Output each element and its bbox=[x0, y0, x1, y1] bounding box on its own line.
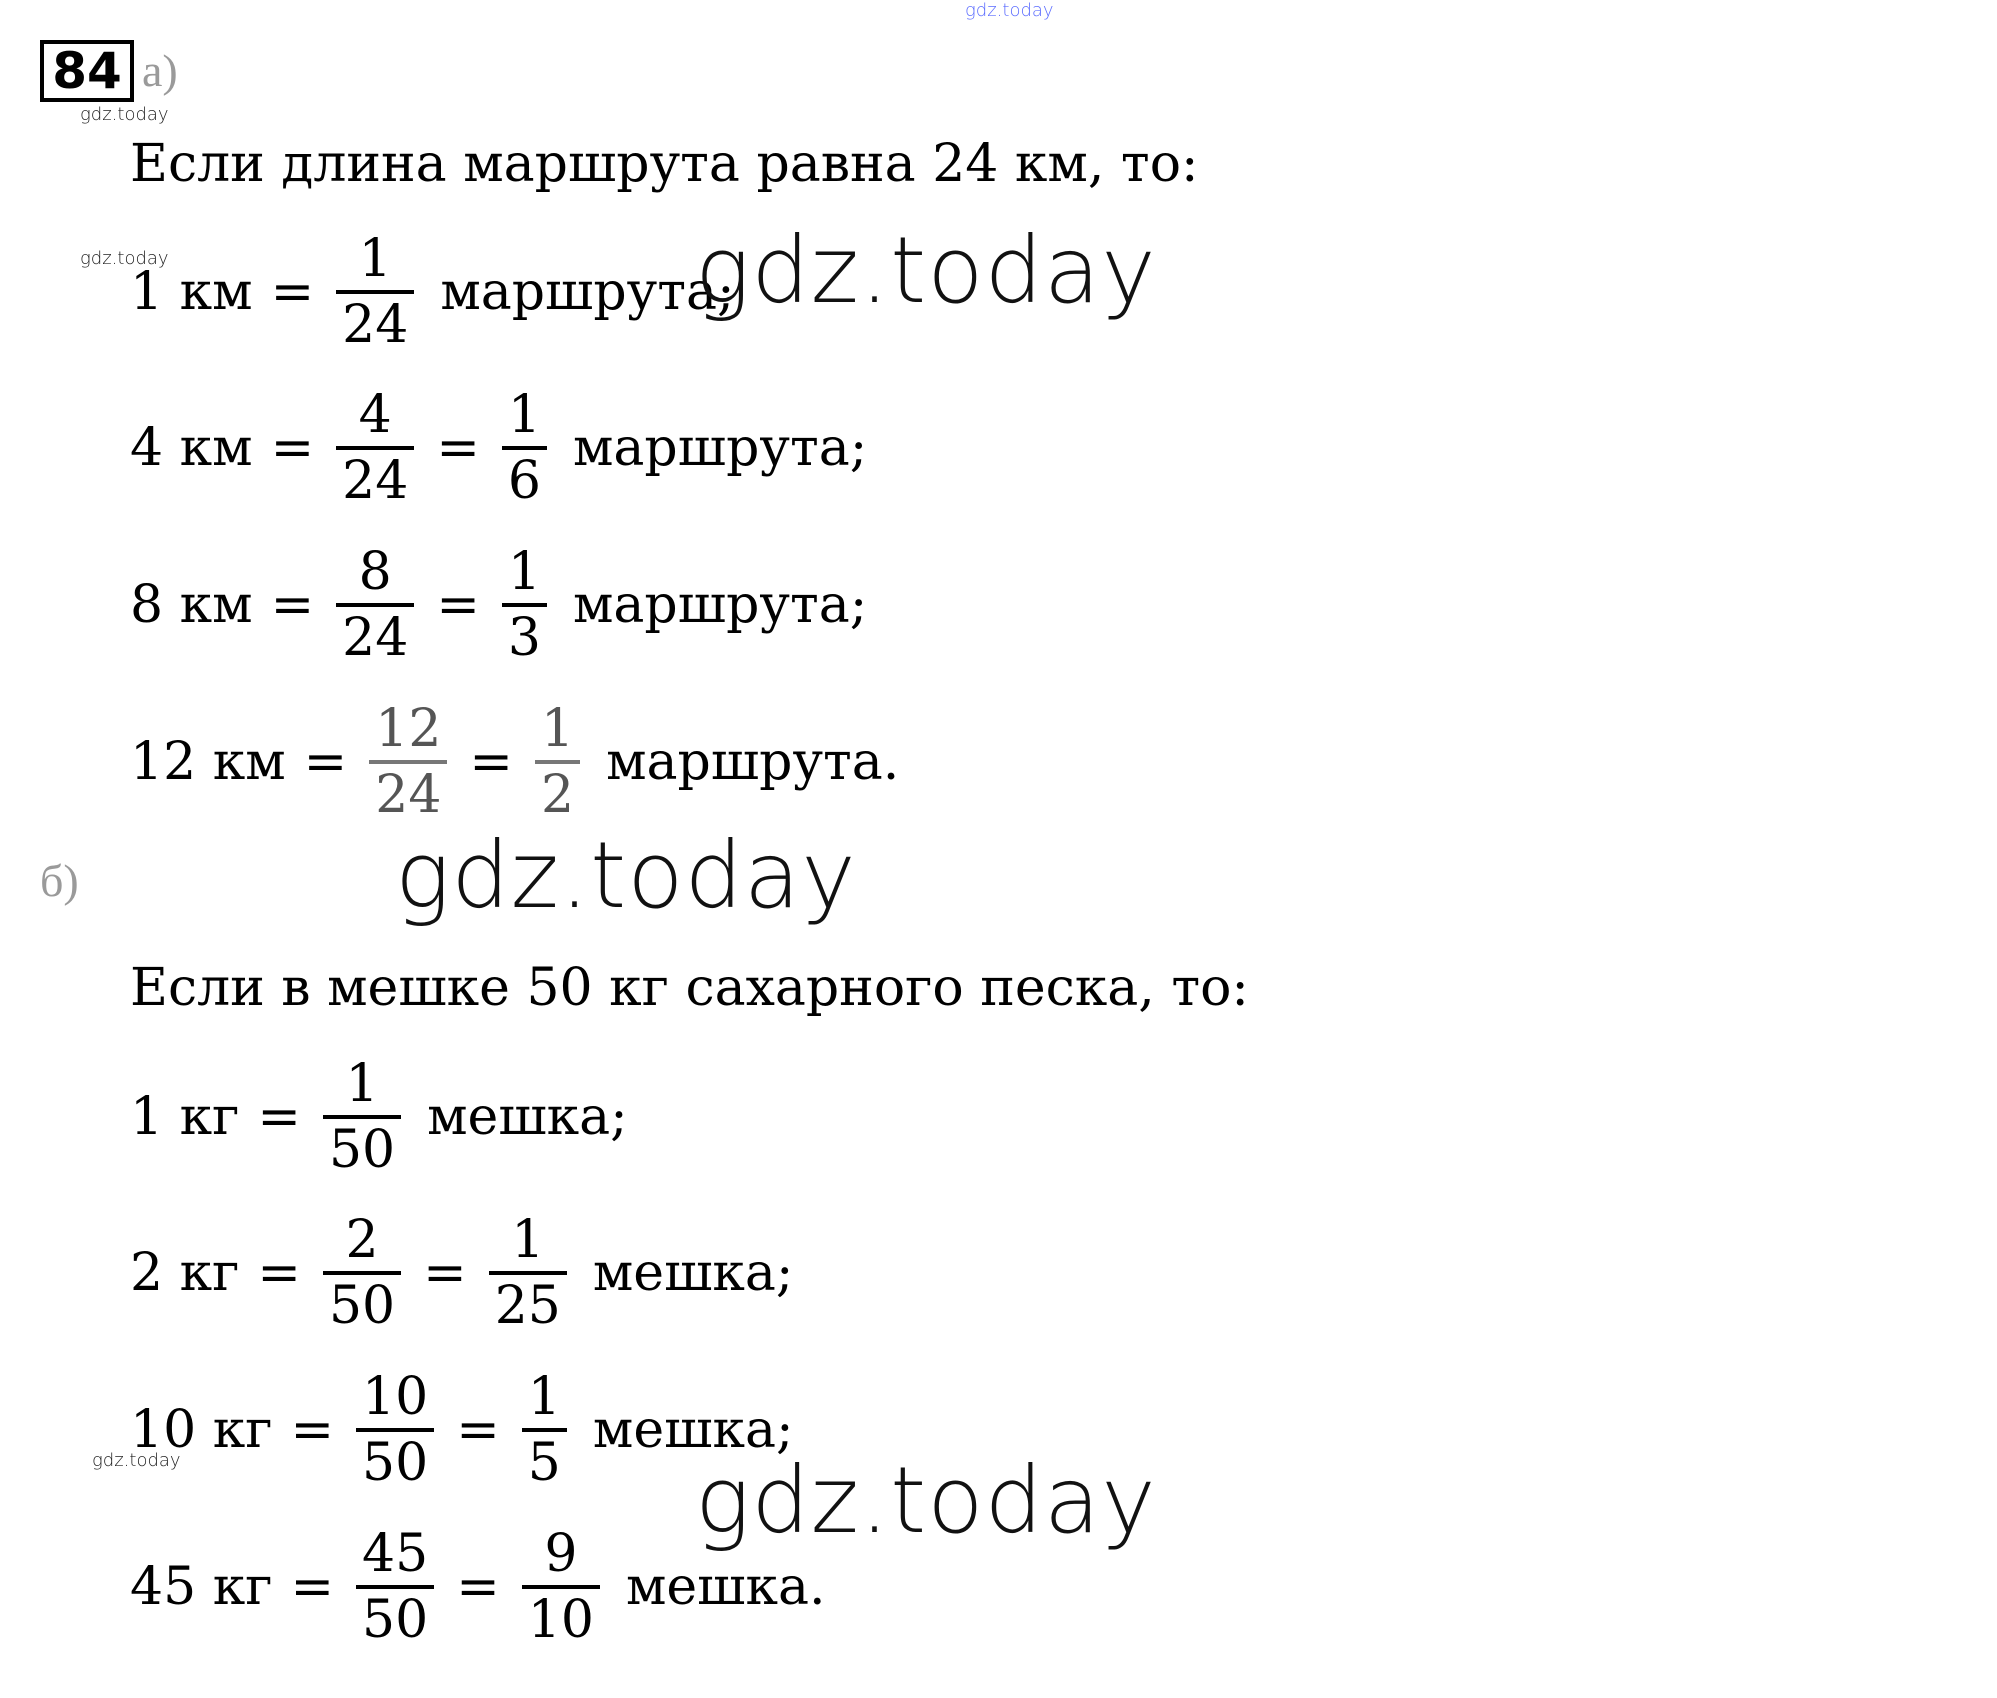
row-lhs: 4 км bbox=[130, 418, 253, 478]
row-unit: маршрута; bbox=[572, 418, 868, 478]
fraction bbox=[336, 228, 414, 356]
row-lhs: 2 кг bbox=[130, 1243, 240, 1303]
denominator: 24 bbox=[342, 295, 409, 355]
part-b-intro: Если в мешке 50 кг сахарного песка, то: bbox=[130, 958, 1249, 1018]
row-lhs: 8 км bbox=[130, 575, 253, 635]
row-unit: маршрута. bbox=[606, 732, 900, 792]
equals-sign: = bbox=[436, 418, 480, 478]
watermark-top: gdz.today bbox=[965, 0, 1054, 21]
fraction bbox=[369, 698, 447, 826]
fraction bbox=[336, 384, 414, 512]
numerator: 12 bbox=[375, 699, 442, 759]
denominator: 2 bbox=[540, 765, 575, 825]
denominator: 5 bbox=[527, 1433, 561, 1493]
part-b-row-4 bbox=[130, 1522, 826, 1652]
fraction-simplified bbox=[522, 1366, 567, 1494]
equals-sign: = bbox=[456, 1400, 500, 1460]
denominator: 50 bbox=[328, 1276, 396, 1336]
part-a-intro: Если длина маршрута равна 24 км, то: bbox=[130, 134, 1199, 194]
numerator: 2 bbox=[345, 1210, 379, 1270]
equals-sign: = bbox=[423, 1243, 467, 1303]
watermark-large-3: gdz.today bbox=[695, 1447, 1157, 1554]
watermark-large-2: gdz.today bbox=[395, 822, 857, 929]
row-lhs: 45 кг bbox=[130, 1557, 273, 1617]
part-a-row-3 bbox=[130, 540, 867, 670]
denominator: 25 bbox=[494, 1276, 561, 1336]
equals-sign: = bbox=[290, 1557, 335, 1617]
equals-sign: = bbox=[257, 1243, 301, 1303]
denominator: 24 bbox=[375, 765, 442, 825]
part-b-row-1 bbox=[130, 1052, 628, 1182]
numerator: 8 bbox=[358, 542, 392, 602]
part-a-row-4 bbox=[130, 697, 899, 827]
fraction bbox=[323, 1209, 401, 1337]
numerator: 45 bbox=[362, 1524, 429, 1584]
numerator: 10 bbox=[362, 1367, 429, 1427]
row-unit: мешка. bbox=[625, 1557, 826, 1617]
watermark-small-3: gdz.today bbox=[92, 1450, 181, 1471]
fraction-simplified bbox=[522, 1523, 600, 1651]
fraction-simplified bbox=[502, 541, 547, 669]
row-lhs: 12 км bbox=[130, 732, 286, 792]
denominator: 50 bbox=[362, 1590, 429, 1650]
denominator: 24 bbox=[342, 608, 409, 668]
equals-sign: = bbox=[290, 1400, 335, 1460]
equals-sign: = bbox=[270, 418, 315, 478]
watermark-large-1: gdz.today bbox=[695, 217, 1157, 324]
denominator: 10 bbox=[527, 1590, 594, 1650]
part-b-row-2 bbox=[130, 1208, 793, 1338]
fraction-simplified bbox=[535, 698, 580, 826]
equals-sign: = bbox=[257, 1087, 301, 1147]
row-lhs: 1 кг bbox=[130, 1087, 240, 1147]
part-a-row-2 bbox=[130, 383, 867, 513]
equals-sign: = bbox=[456, 1557, 500, 1617]
denominator: 50 bbox=[362, 1433, 429, 1493]
numerator: 9 bbox=[544, 1524, 578, 1584]
row-unit: мешка; bbox=[592, 1243, 794, 1303]
row-unit: маршрута; bbox=[572, 575, 868, 635]
denominator: 24 bbox=[342, 451, 409, 511]
numerator: 1 bbox=[511, 1210, 545, 1270]
numerator: 1 bbox=[358, 229, 392, 289]
denominator: 50 bbox=[328, 1120, 396, 1180]
equals-sign: = bbox=[270, 575, 315, 635]
fraction-simplified bbox=[489, 1209, 567, 1337]
part-b-label: б) bbox=[40, 855, 79, 906]
fraction bbox=[336, 541, 414, 669]
watermark-small-2: gdz.today bbox=[80, 248, 169, 269]
fraction-simplified bbox=[502, 384, 547, 512]
numerator: 4 bbox=[358, 385, 392, 445]
row-lhs: 10 кг bbox=[130, 1400, 273, 1460]
row-lhs: 1 км bbox=[130, 262, 253, 322]
denominator: 6 bbox=[507, 451, 541, 511]
row-unit: мешка; bbox=[427, 1087, 628, 1147]
part-a-label: а) bbox=[142, 45, 178, 96]
row-unit: маршрута; bbox=[440, 262, 735, 322]
equals-sign: = bbox=[436, 575, 480, 635]
equals-sign: = bbox=[469, 732, 513, 792]
equals-sign: = bbox=[303, 732, 348, 792]
numerator: 1 bbox=[540, 699, 575, 759]
part-b-row-3 bbox=[130, 1365, 793, 1495]
problem-number: 84 bbox=[40, 40, 134, 102]
equals-sign: = bbox=[270, 262, 315, 322]
numerator: 1 bbox=[507, 542, 541, 602]
fraction bbox=[356, 1366, 434, 1494]
numerator: 1 bbox=[527, 1367, 561, 1427]
watermark-small-1: gdz.today bbox=[80, 104, 169, 125]
numerator: 1 bbox=[507, 385, 541, 445]
numerator: 1 bbox=[345, 1054, 379, 1114]
part-a-row-1 bbox=[130, 227, 735, 357]
denominator: 3 bbox=[507, 608, 541, 668]
fraction bbox=[323, 1053, 401, 1181]
row-unit: мешка; bbox=[592, 1400, 794, 1460]
fraction bbox=[356, 1523, 434, 1651]
